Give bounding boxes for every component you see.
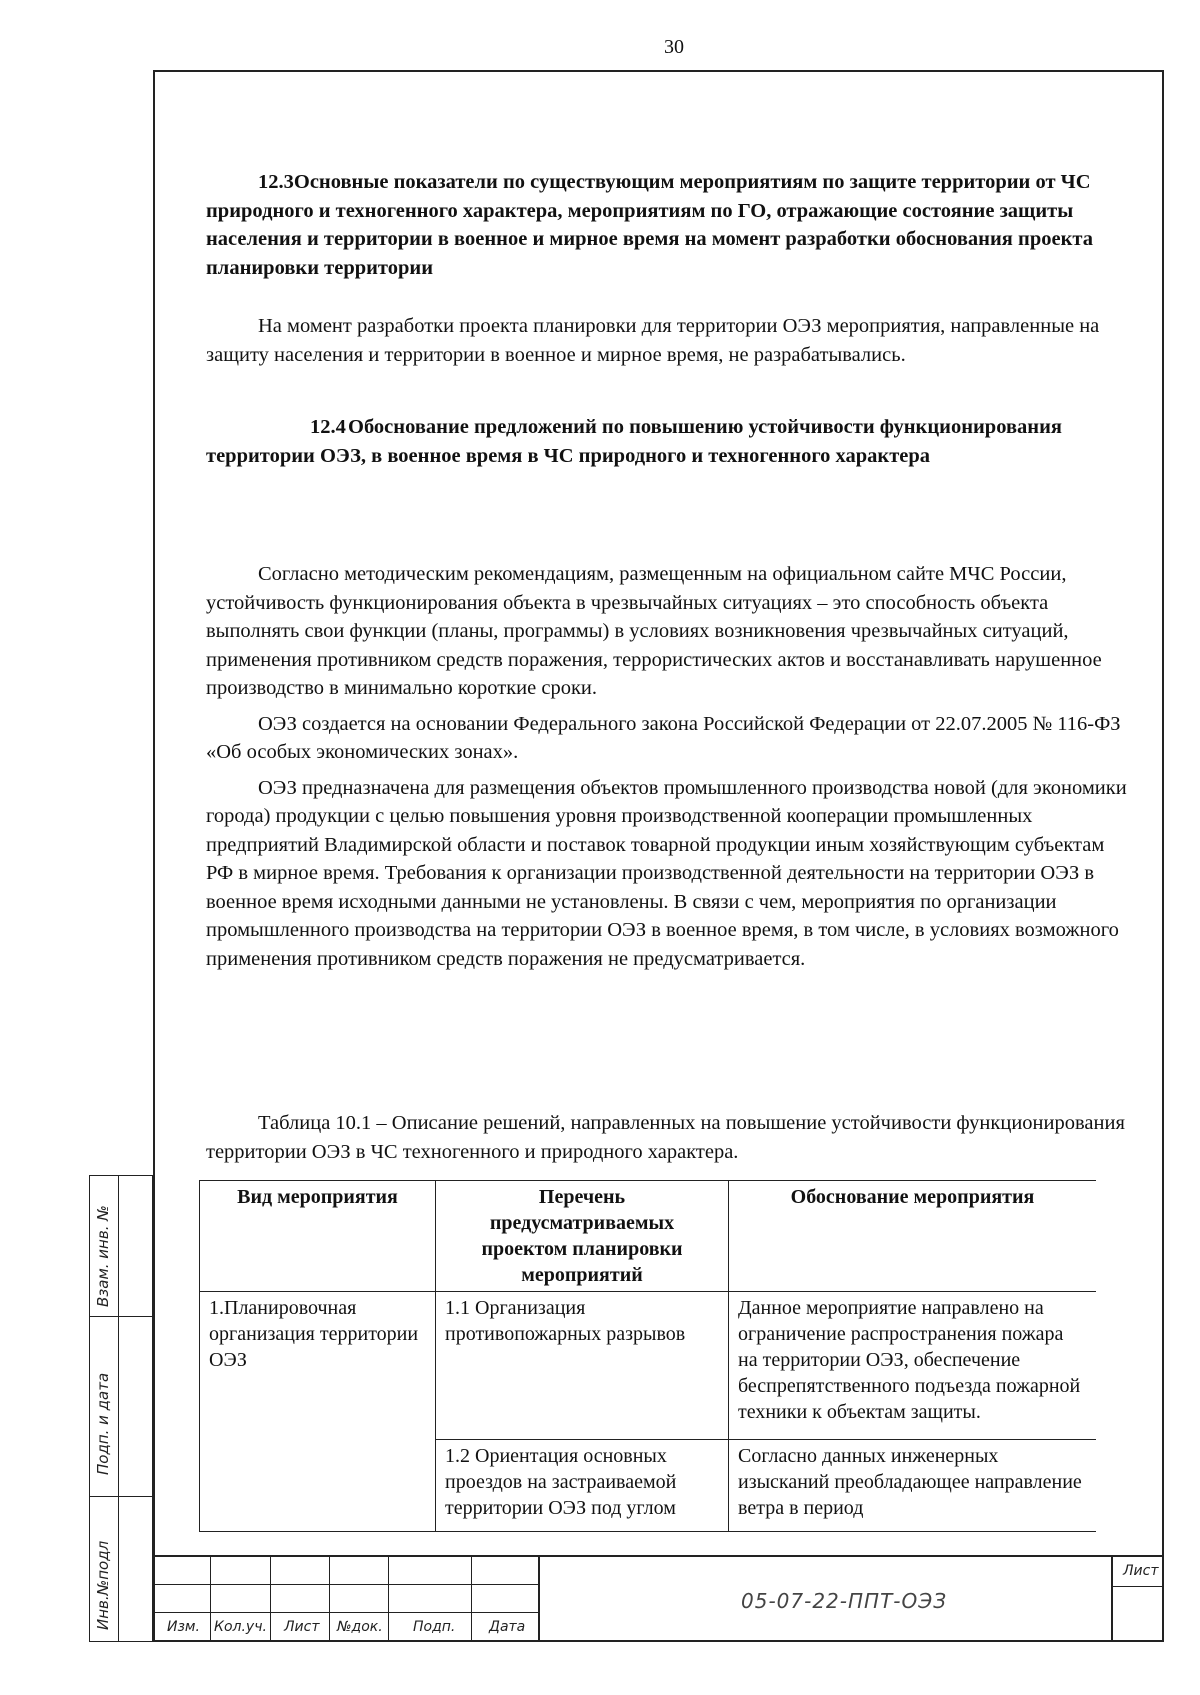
section-12-3-paragraph: На момент разработки проекта планировки для территории ОЭЗ мероприятия, направленные на защиту населения и территории в военное и мирное время, не разрабатывались. — [206, 315, 1100, 366]
title-block-signature-label: Подп. — [413, 1619, 456, 1635]
section-12-3-heading: 12.3Основные показатели по существующим мероприятиям по защите территории от ЧС природного и техногенного характера, мероприятиям по ГО, отражающие состояние защиты населения и территории в военное и мирное время на момент разработки обоснования проекта планировки территории — [206, 171, 1093, 279]
section-12-3 — [206, 168, 1136, 282]
section-12-4-heading — [206, 413, 1136, 470]
table-cell-measure: 1.2 Ориентация основных проездов на застраиваемой территории ОЭЗ под углом — [436, 1440, 729, 1532]
title-block-change-label: Изм. — [167, 1619, 200, 1635]
paragraph: ОЭЗ предназначена для размещения объектов промышленного производства новой (для экономики города) продукции с целью повышения уровня производственной кооперации промышленных предприятий Владимирской области и поставок товарной продукции иным хозяйствующим субъектам РФ в мирное время. Требования к организации производственной деятельности на территории ОЭЗ в военное время исходными данными не установлены. В связи с чем, мероприятия по организации промышленного производства на территории ОЭЗ в военное время, в том числе, в условиях возможного применения противником средств поражения не предусматривается. — [206, 776, 1127, 970]
page-number: 30 — [664, 36, 684, 58]
section-12-4-number: 12.4 — [310, 416, 346, 438]
title-block-page-label: Лист — [1123, 1563, 1159, 1579]
table-wrapper — [199, 1180, 1096, 1532]
paragraph: Согласно методическим рекомендациям, размещенным на официальном сайте МЧС России, устойчивость функционирования объекта в чрезвычайных ситуациях – это способность объекта выполнять свои функции (планы, программы) в условиях возникновения чрезвычайных ситуаций, применения противником средств поражения, террористических актов и восстанавливать нарушенное производство в минимально короткие сроки. — [206, 563, 1102, 699]
side-value-column — [118, 1175, 153, 1642]
document-code: 05-07-22-ППТ-ОЭЗ — [741, 1589, 948, 1613]
table-cell-justification: Данное мероприятие направлено на ограничение распространения пожара на территории ОЭЗ, обеспечение беспрепятственного подъезда пожарной техники к объектам защиты. — [729, 1292, 1097, 1440]
side-stamp — [89, 1175, 153, 1642]
table-caption-text: Таблица 10.1 – Описание решений, направленных на повышение устойчивости функционирования территории ОЭЗ в ЧС техногенного и природного характера. — [206, 1112, 1125, 1163]
column-header: Вид мероприятия — [200, 1181, 436, 1292]
section-12-4 — [206, 413, 1136, 470]
title-block-quantity-label: Кол.уч. — [214, 1619, 267, 1635]
title-block-doc-number-label: №док. — [337, 1619, 383, 1635]
table-cell-measure: 1.1 Организация противопожарных разрывов — [436, 1292, 729, 1440]
paragraph: ОЭЗ создается на основании Федерального закона Российской Федерации от 22.07.2005 № 116-ФЗ «Об особых экономических зонах». — [206, 712, 1121, 763]
section-12-3-body — [206, 312, 1136, 369]
table-caption — [206, 1109, 1136, 1166]
stamp-label-replacement: Взам. инв. № — [94, 1205, 112, 1307]
title-block — [153, 1555, 1164, 1642]
table-cell-group: 1.Планировочная организация территории ОЭЗ — [200, 1292, 436, 1532]
section-12-4-body — [206, 560, 1136, 973]
measures-table — [199, 1180, 1096, 1532]
title-block-sheet-label: Лист — [284, 1619, 320, 1635]
table-row — [200, 1292, 1097, 1440]
title-block-date-label: Дата — [489, 1619, 526, 1635]
column-header: Перечень предусматриваемых проектом планировки мероприятий — [436, 1181, 729, 1292]
column-header: Обоснование мероприятия — [729, 1181, 1097, 1292]
stamp-label-signature-date: Подп. и дата — [94, 1372, 112, 1475]
table-cell-justification: Согласно данных инженерных изысканий преобладающее направление ветра в период — [729, 1440, 1097, 1532]
stamp-label-inventory: Инв.№подл — [94, 1540, 112, 1630]
section-12-4-title: Обоснование предложений по повышению устойчивости функционирования территории ОЭЗ, в военное время в ЧС природного и техногенного характера — [206, 416, 1062, 467]
